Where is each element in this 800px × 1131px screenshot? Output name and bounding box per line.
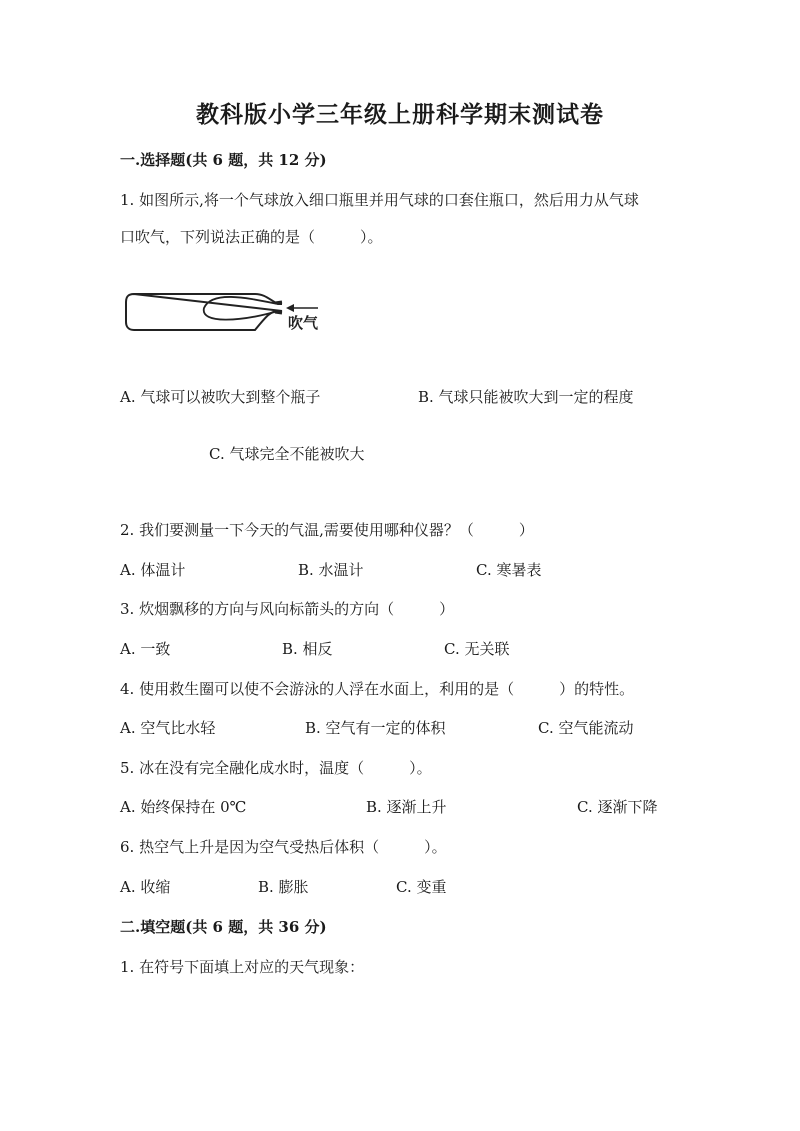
q1-option-a: A. 气球可以被吹大到整个瓶子 bbox=[120, 388, 321, 406]
q6-option-a: A. 收缩 bbox=[120, 878, 171, 896]
question-1-line-2: 口吹气，下列说法正确的是（ ）。 bbox=[120, 228, 383, 246]
question-2: 2. 我们要测量一下今天的气温,需要使用哪种仪器？（ ） bbox=[120, 521, 534, 539]
q6-option-c: C. 变重 bbox=[396, 878, 447, 896]
q2-option-c: C. 寒暑表 bbox=[476, 561, 542, 579]
page-title: 教科版小学三年级上册科学期末测试卷 bbox=[196, 101, 604, 128]
q3-option-c: C. 无关联 bbox=[444, 640, 510, 658]
q4-option-c: C. 空气能流动 bbox=[538, 719, 634, 737]
fill-question-1: 1. 在符号下面填上对应的天气现象： bbox=[120, 958, 365, 976]
bottle-balloon-figure bbox=[120, 282, 340, 342]
q5-option-b: B. 逐渐上升 bbox=[366, 798, 447, 816]
q4-option-b: B. 空气有一定的体积 bbox=[305, 719, 446, 737]
section-heading-choice: 一.选择题(共 6 题，共 12 分) bbox=[120, 151, 327, 169]
q2-option-a: A. 体温计 bbox=[120, 561, 186, 579]
blow-arrow-icon bbox=[286, 304, 294, 312]
question-6: 6. 热空气上升是因为空气受热后体积（ ）。 bbox=[120, 838, 447, 856]
q5-option-a: A. 始终保持在 0℃ bbox=[120, 798, 247, 816]
question-1-line-1: 1. 如图所示,将一个气球放入细口瓶里并用气球的口套住瓶口，然后用力从气球 bbox=[120, 191, 639, 209]
q4-option-a: A. 空气比水轻 bbox=[120, 719, 216, 737]
question-3: 3. 炊烟飘移的方向与风向标箭头的方向（ ） bbox=[120, 600, 455, 618]
q1-option-c: C. 气球完全不能被吹大 bbox=[209, 445, 365, 463]
section-heading-fill: 二.填空题(共 6 题，共 36 分) bbox=[120, 918, 327, 936]
q3-option-b: B. 相反 bbox=[282, 640, 333, 658]
bottle-neck-top bbox=[275, 302, 282, 303]
question-5: 5. 冰在没有完全融化成水时，温度（ ）。 bbox=[120, 759, 432, 777]
q1-option-b: B. 气球只能被吹大到一定的程度 bbox=[418, 388, 634, 406]
q3-option-a: A. 一致 bbox=[120, 640, 171, 658]
question-4: 4. 使用救生圈可以使不会游泳的人浮在水面上，利用的是（ ）的特性。 bbox=[120, 680, 635, 698]
bottle-neck-bottom bbox=[275, 312, 282, 313]
figure-label-blow: 吹气 bbox=[288, 314, 319, 332]
q5-option-c: C. 逐渐下降 bbox=[577, 798, 658, 816]
q2-option-b: B. 水温计 bbox=[298, 561, 364, 579]
q6-option-b: B. 膨胀 bbox=[258, 878, 309, 896]
